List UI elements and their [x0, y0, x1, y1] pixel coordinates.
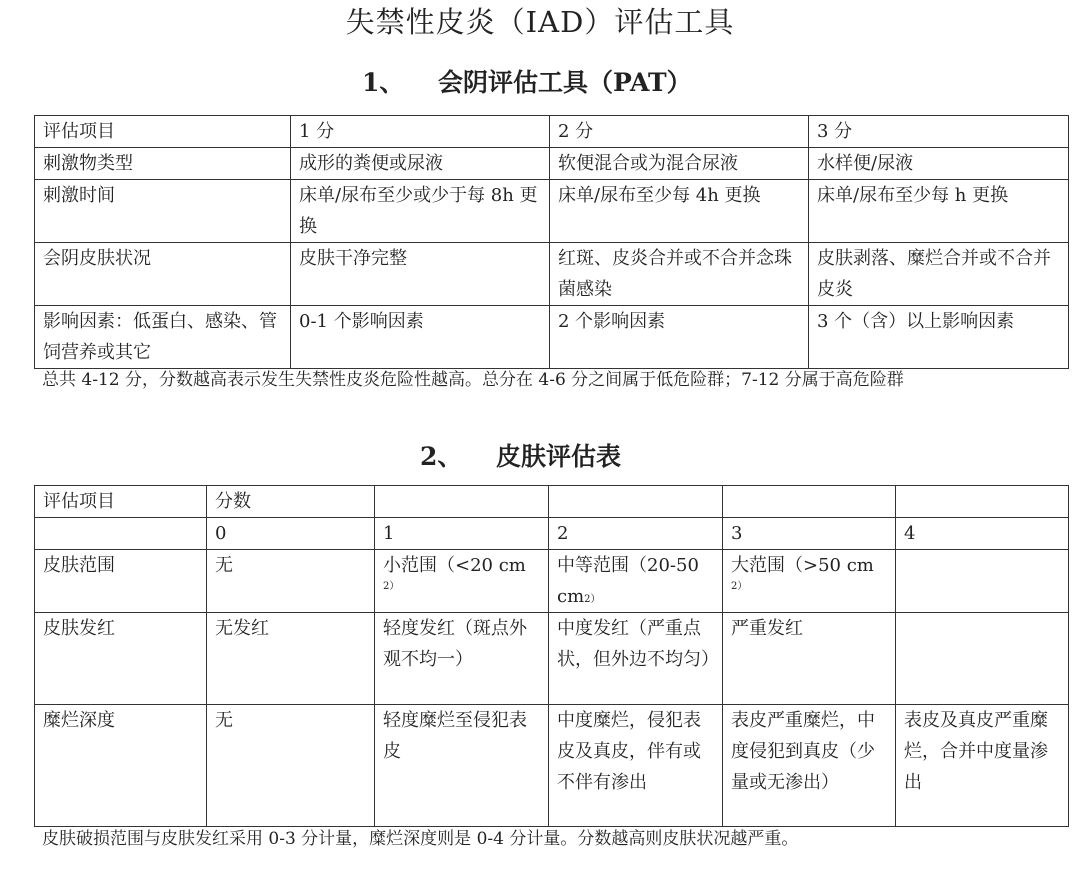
skin-cell	[375, 550, 549, 613]
skin-header-cell: 分数	[207, 486, 375, 518]
pat-header-cell: 2 分	[550, 116, 809, 148]
skin-cell-text: 小范围（<20 cm	[383, 555, 526, 576]
skin-score-cell: 3	[723, 518, 896, 550]
pat-row	[35, 306, 1069, 369]
skin-header-cell	[549, 486, 723, 518]
skin-row	[35, 550, 1069, 613]
superscript: 2）	[383, 581, 400, 592]
pat-cell: 床单/尿布至少每 h 更换	[809, 180, 1069, 243]
skin-cell: 中度糜烂，侵犯表皮及真皮，伴有或不伴有渗出	[549, 705, 723, 827]
skin-score-cell	[35, 518, 207, 550]
skin-header-cell: 评估项目	[35, 486, 207, 518]
skin-score-cell: 4	[896, 518, 1069, 550]
skin-cell	[896, 613, 1069, 705]
superscript: 2）	[731, 581, 748, 592]
skin-cell: 表皮严重糜烂，中度侵犯到真皮（少量或无渗出）	[723, 705, 896, 827]
skin-cell-text: 中等范围（20-50 cm	[557, 555, 699, 607]
skin-cell	[723, 550, 896, 613]
pat-cell: 刺激物类型	[35, 148, 291, 180]
skin-cell-text: 大范围（>50 cm	[731, 555, 874, 576]
pat-cell: 床单/尿布至少每 4h 更换	[550, 180, 809, 243]
pat-scoring-note: 总共 4-12 分，分数越高表示发生失禁性皮炎危险性越高。总分在 4-6 分之间属于低危险群；7-12 分属于高危险群	[42, 370, 904, 390]
skin-header-cell	[375, 486, 549, 518]
pat-cell: 红斑、皮炎合并或不合并念珠菌感染	[550, 243, 809, 306]
skin-score-cell: 0	[207, 518, 375, 550]
pat-cell: 刺激时间	[35, 180, 291, 243]
pat-cell: 皮肤干净完整	[291, 243, 550, 306]
skin-cell: 表皮及真皮严重糜烂，合并中度量渗出	[896, 705, 1069, 827]
skin-cell: 严重发红	[723, 613, 896, 705]
pat-cell: 水样便/尿液	[809, 148, 1069, 180]
section-1-number: 1、	[362, 68, 405, 97]
skin-assessment-table	[34, 485, 1069, 827]
section-1-title: 会阴评估工具（PAT）	[438, 68, 692, 97]
pat-cell: 3 个（含）以上影响因素	[809, 306, 1069, 369]
skin-header-row	[35, 486, 1069, 518]
section-2-number: 2、	[420, 442, 463, 471]
pat-cell: 成形的粪便或尿液	[291, 148, 550, 180]
skin-score-cell: 2	[549, 518, 723, 550]
pat-header-row	[35, 116, 1069, 148]
pat-row	[35, 243, 1069, 306]
skin-scoring-note: 皮肤破损范围与皮肤发红采用 0-3 分计量，糜烂深度则是 0-4 分计量。分数越高则皮肤状况越严重。	[42, 829, 799, 849]
pat-cell: 床单/尿布至少或少于每 8h 更换	[291, 180, 550, 243]
pat-cell: 影响因素：低蛋白、感染、管饲营养或其它	[35, 306, 291, 369]
skin-cell: 无发红	[207, 613, 375, 705]
pat-cell: 皮肤剥落、糜烂合并或不合并皮炎	[809, 243, 1069, 306]
skin-cell: 中度发红（严重点状，但外边不均匀）	[549, 613, 723, 705]
skin-cell: 无	[207, 550, 375, 613]
pat-cell: 会阴皮肤状况	[35, 243, 291, 306]
skin-item-cell: 皮肤范围	[35, 550, 207, 613]
pat-row	[35, 180, 1069, 243]
skin-cell: 轻度糜烂至侵犯表皮	[375, 705, 549, 827]
skin-score-row	[35, 518, 1069, 550]
skin-cell: 轻度发红（斑点外观不均一）	[375, 613, 549, 705]
skin-header-cell	[896, 486, 1069, 518]
pat-header-cell: 3 分	[809, 116, 1069, 148]
skin-row	[35, 613, 1069, 705]
skin-score-cell: 1	[375, 518, 549, 550]
superscript: 2）	[584, 594, 601, 605]
pat-cell: 0-1 个影响因素	[291, 306, 550, 369]
skin-row	[35, 705, 1069, 827]
pat-cell: 2 个影响因素	[550, 306, 809, 369]
skin-cell	[549, 550, 723, 613]
skin-item-cell: 皮肤发红	[35, 613, 207, 705]
pat-row	[35, 148, 1069, 180]
skin-item-cell: 糜烂深度	[35, 705, 207, 827]
pat-header-cell: 评估项目	[35, 116, 291, 148]
skin-header-cell	[723, 486, 896, 518]
section-2-title: 皮肤评估表	[496, 442, 622, 471]
document-title: 失禁性皮炎（IAD）评估工具	[345, 5, 735, 39]
pat-cell: 软便混合或为混合尿液	[550, 148, 809, 180]
section-2-heading	[420, 440, 621, 474]
skin-cell: 无	[207, 705, 375, 827]
pat-header-cell: 1 分	[291, 116, 550, 148]
section-1-heading	[362, 66, 692, 100]
pat-table	[34, 115, 1069, 369]
skin-cell	[896, 550, 1069, 613]
